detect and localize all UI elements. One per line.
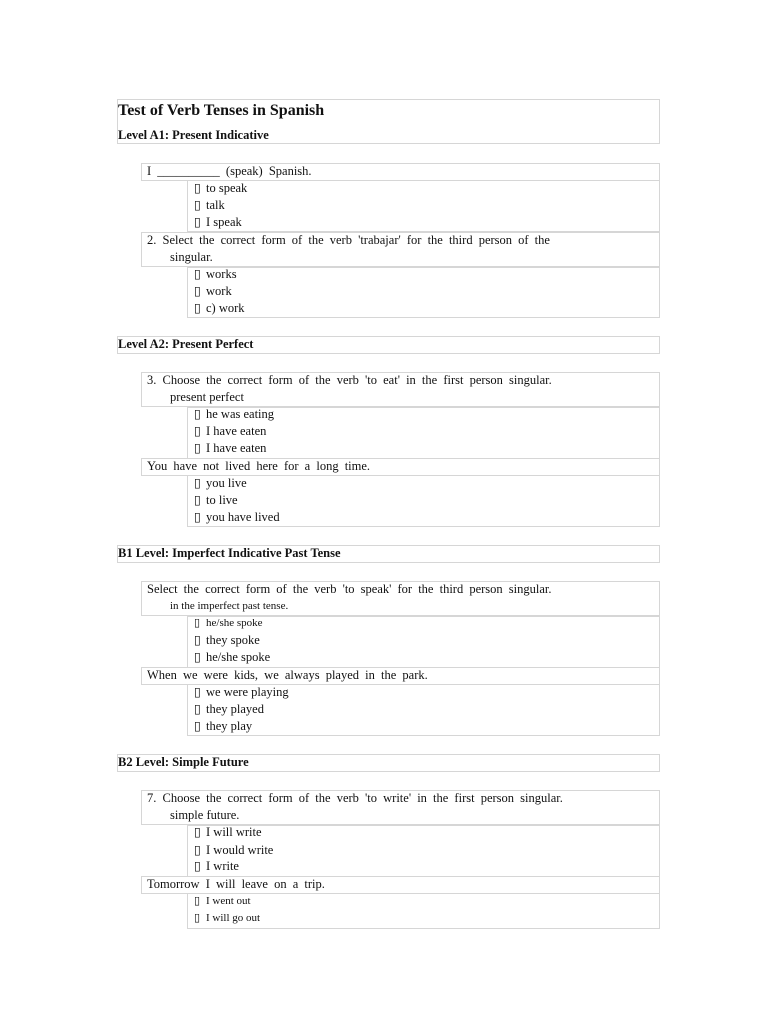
option-label: I write bbox=[206, 859, 239, 873]
option-label: I have eaten bbox=[206, 424, 267, 438]
option-label: to speak bbox=[206, 181, 248, 195]
question-1-text: I __________ (speak) Spanish. bbox=[147, 164, 312, 178]
checkbox-icon: ▯ bbox=[194, 719, 201, 733]
option-checkbox[interactable] bbox=[194, 718, 252, 735]
checkbox-icon: ▯ bbox=[194, 215, 201, 229]
checkbox-icon: ▯ bbox=[194, 617, 201, 629]
question-5-text-line2: in the imperfect past tense. bbox=[170, 600, 289, 612]
checkbox-icon: ▯ bbox=[194, 198, 201, 212]
option-checkbox[interactable] bbox=[194, 910, 260, 927]
option-label: you have lived bbox=[206, 510, 280, 524]
option-label: work bbox=[206, 284, 232, 298]
option-checkbox[interactable] bbox=[194, 684, 289, 701]
question-3-text-line2: present perfect bbox=[170, 390, 244, 404]
option-label: I will go out bbox=[206, 912, 261, 924]
checkbox-icon: ▯ bbox=[194, 284, 201, 298]
section-heading-b2: B2 Level: Simple Future bbox=[118, 755, 249, 769]
checkbox-icon: ▯ bbox=[194, 702, 201, 716]
option-checkbox[interactable] bbox=[194, 423, 266, 440]
question-1-options-box bbox=[187, 180, 660, 232]
option-label: he/she spoke bbox=[206, 650, 271, 664]
question-2-text-line2: singular. bbox=[170, 250, 213, 264]
option-checkbox[interactable] bbox=[194, 824, 262, 841]
option-label: you live bbox=[206, 476, 247, 490]
option-checkbox[interactable] bbox=[194, 858, 239, 875]
checkbox-icon: ▯ bbox=[194, 493, 201, 507]
option-label: they spoke bbox=[206, 633, 260, 647]
option-checkbox[interactable] bbox=[194, 440, 266, 457]
option-checkbox[interactable] bbox=[194, 842, 273, 859]
option-checkbox[interactable] bbox=[194, 632, 260, 649]
option-checkbox[interactable] bbox=[194, 492, 238, 509]
option-label: he was eating bbox=[206, 407, 275, 421]
question-7-text-line1: 7. Choose the correct form of the verb 'to write' in the first person singular. bbox=[147, 791, 563, 805]
question-8-text: Tomorrow I will leave on a trip. bbox=[147, 877, 325, 891]
checkbox-icon: ▯ bbox=[194, 685, 201, 699]
option-checkbox[interactable] bbox=[194, 615, 263, 632]
option-label: I speak bbox=[206, 215, 242, 229]
checkbox-icon: ▯ bbox=[194, 441, 201, 455]
checkbox-icon: ▯ bbox=[194, 650, 201, 664]
checkbox-icon: ▯ bbox=[194, 895, 201, 907]
question-2-text-line1: 2. Select the correct form of the verb 'trabajar' for the third person of the bbox=[147, 233, 550, 247]
option-checkbox[interactable] bbox=[194, 300, 245, 317]
checkbox-icon: ▯ bbox=[194, 510, 201, 524]
option-checkbox[interactable] bbox=[194, 283, 232, 300]
option-checkbox[interactable] bbox=[194, 266, 237, 283]
option-label: we were playing bbox=[206, 685, 289, 699]
option-checkbox[interactable] bbox=[194, 649, 270, 666]
option-label: I have eaten bbox=[206, 441, 267, 455]
option-label: I would write bbox=[206, 843, 274, 857]
option-label: I will write bbox=[206, 825, 262, 839]
option-checkbox[interactable] bbox=[194, 197, 225, 214]
option-label: they play bbox=[206, 719, 253, 733]
option-checkbox[interactable] bbox=[194, 893, 251, 910]
checkbox-icon: ▯ bbox=[194, 633, 201, 647]
checkbox-icon: ▯ bbox=[194, 825, 201, 839]
option-checkbox[interactable] bbox=[194, 180, 247, 197]
question-5-text-line1: Select the correct form of the verb 'to speak' for the third person singular. bbox=[147, 582, 552, 596]
option-label: he/she spoke bbox=[206, 617, 263, 629]
question-2-options-box bbox=[187, 267, 660, 318]
checkbox-icon: ▯ bbox=[194, 912, 201, 924]
option-checkbox[interactable] bbox=[194, 701, 264, 718]
option-label: works bbox=[206, 267, 237, 281]
option-checkbox[interactable] bbox=[194, 475, 247, 492]
checkbox-icon: ▯ bbox=[194, 407, 201, 421]
section-heading-b1: B1 Level: Imperfect Indicative Past Tense bbox=[118, 546, 341, 560]
question-6-text: When we were kids, we always played in the park. bbox=[147, 668, 428, 682]
option-label: c) work bbox=[206, 301, 245, 315]
option-checkbox[interactable] bbox=[194, 509, 280, 526]
question-7-text-line2: simple future. bbox=[170, 808, 240, 822]
section-heading-a2: Level A2: Present Perfect bbox=[118, 337, 254, 351]
option-label: talk bbox=[206, 198, 225, 212]
option-label: I went out bbox=[206, 895, 251, 907]
page-title: Test of Verb Tenses in Spanish bbox=[118, 102, 325, 119]
question-4-text: You have not lived here for a long time. bbox=[147, 459, 371, 473]
checkbox-icon: ▯ bbox=[194, 181, 201, 195]
checkbox-icon: ▯ bbox=[194, 301, 201, 315]
option-checkbox[interactable] bbox=[194, 406, 274, 423]
checkbox-icon: ▯ bbox=[194, 267, 201, 281]
option-label: they played bbox=[206, 702, 264, 716]
option-checkbox[interactable] bbox=[194, 214, 242, 231]
checkbox-icon: ▯ bbox=[194, 843, 201, 857]
section-heading-a1: Level A1: Present Indicative bbox=[118, 128, 269, 142]
question-3-text-line1: 3. Choose the correct form of the verb 'to eat' in the first person singular. bbox=[147, 373, 552, 387]
option-label: to live bbox=[206, 493, 238, 507]
checkbox-icon: ▯ bbox=[194, 476, 201, 490]
checkbox-icon: ▯ bbox=[194, 859, 201, 873]
checkbox-icon: ▯ bbox=[194, 424, 201, 438]
